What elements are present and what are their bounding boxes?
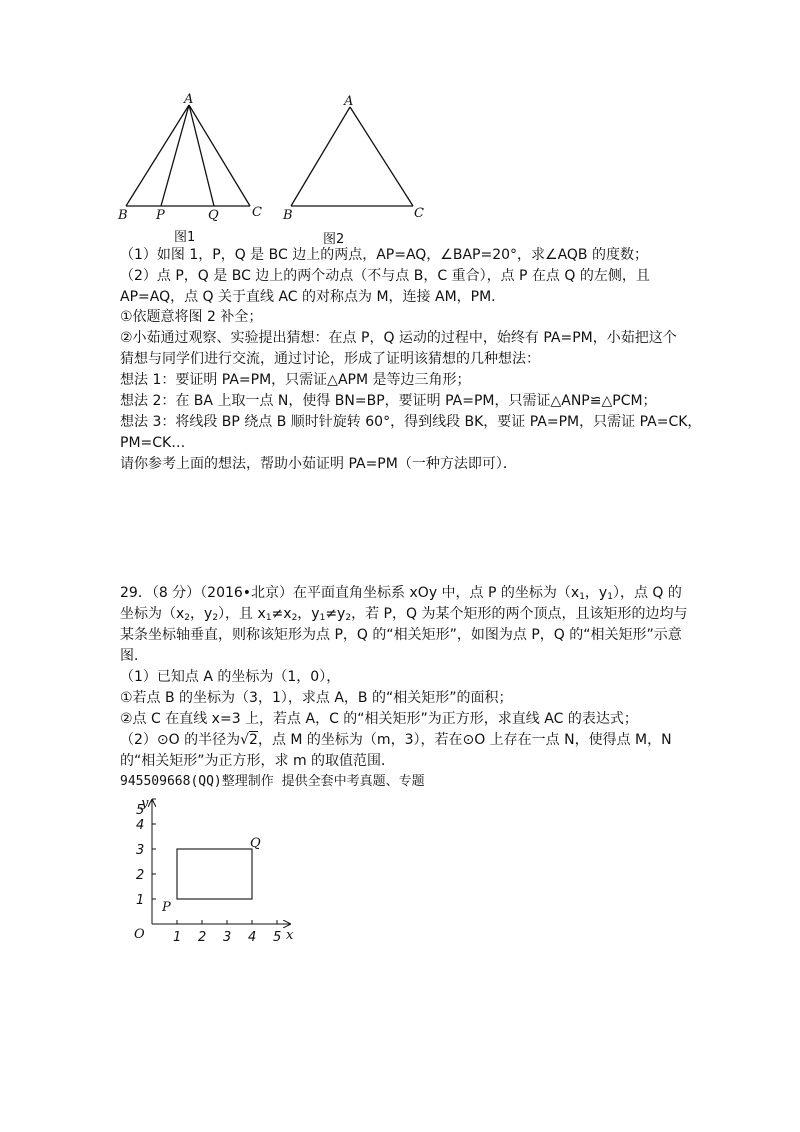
q29-sub2: ②点 C 在直线 x=3 上，若点 A，C 的“相关矩形”为正方形，求直线 AC 的表达式； xyxy=(120,711,638,727)
q29-sub1: ①若点 B 的坐标为（3，1），求点 A，B 的“相关矩形”的面积； xyxy=(120,690,513,706)
vertex-C-label: C xyxy=(252,205,262,220)
q29-part2-cont: 的“相关矩形”为正方形，求 m 的取值范围． xyxy=(120,753,396,769)
x-axis-label: x xyxy=(286,928,294,943)
figure-2 xyxy=(280,92,430,222)
watermark-note: 945509668(QQ)整理制作 提供全套中考真题、专题 xyxy=(120,774,425,789)
origin-label: O xyxy=(134,927,145,942)
y-axis-label: y xyxy=(141,796,149,811)
x-tick-3: 3 xyxy=(223,930,232,945)
vertex-A-label: A xyxy=(344,94,354,109)
y-tick-3: 3 xyxy=(136,843,145,858)
q28-sub2-cont: 猜想与同学们进行交流，通过讨论，形成了证明该猜想的几种想法： xyxy=(120,351,540,367)
x-tick-4: 4 xyxy=(248,930,257,945)
q28-part1: （1）如图 1，P，Q 是 BC 边上的两点，AP=AQ，∠BAP=20°，求∠AQB 的度数； xyxy=(120,247,648,263)
point-P-label: P xyxy=(156,208,165,222)
q28-idea1: 想法 1：要证明 PA=PM，只需证△APM 是等边三角形； xyxy=(120,372,471,388)
q29-line1: 29．（8 分）（2016•北京）在平面直角坐标系 xOy 中，点 P 的坐标为（$x_1$，$y_1$），点 Q 的 xyxy=(120,585,682,602)
figure-1-caption: 图1 xyxy=(174,230,196,245)
point-Q-label: Q xyxy=(208,208,219,222)
q28-sub1: ①依题意将图 2 补全； xyxy=(120,309,263,325)
y-tick-5: 5 xyxy=(136,803,145,818)
q28-idea3-cont: PM=CK… xyxy=(120,435,186,451)
y-tick-4: 4 xyxy=(136,818,145,833)
y-tick-1: 1 xyxy=(136,893,145,908)
point-Q-label: Q xyxy=(250,836,261,851)
figure-1 xyxy=(115,92,275,222)
q29-part2: （2）⊙O 的半径为√2，点 M 的坐标为（m，3），若在⊙O 上存在一点 N，使得点 M，N xyxy=(120,732,672,748)
q29-part1: （1）已知点 A 的坐标为（1，0）， xyxy=(120,669,341,685)
q29-line2: 坐标为（$x_2$，$y_2$），且 $x_1\ne x_2$，$y_1\ne y_2$，若 P，Q 为某个矩形的两个顶点，且该矩形的边均与 xyxy=(120,606,688,623)
q28-instruction: 请你参考上面的想法，帮助小茹证明 PA=PM（一种方法即可）． xyxy=(120,456,517,472)
vertex-C-label: C xyxy=(414,206,424,221)
vertex-B-label: B xyxy=(118,208,128,222)
q29-line4: 图． xyxy=(120,648,148,664)
q28-part2-cont: AP=AQ，点 Q 关于直线 AC 的对称点为 M，连接 AM，PM． xyxy=(120,289,506,305)
q28-idea3: 想法 3：将线段 BP 绕点 B 顺时针旋转 60°，得到线段 BK，要证 PA=PM，只需证 PA=CK， xyxy=(120,414,702,430)
q29-line3: 某条坐标轴垂直，则称该矩形为点 P，Q 的“相关矩形”，如图为点 P，Q 的“相关矩形”示意 xyxy=(120,627,682,643)
vertex-A-label: A xyxy=(184,92,194,107)
figure-2-caption: 图2 xyxy=(323,232,345,247)
x-tick-5: 5 xyxy=(273,930,282,945)
coordinate-graph xyxy=(120,795,310,950)
x-tick-2: 2 xyxy=(198,930,207,945)
q28-idea2: 想法 2：在 BA 上取一点 N，使得 BN=BP，要证明 PA=PM，只需证△ANP≌△PCM； xyxy=(120,393,657,409)
x-tick-1: 1 xyxy=(173,930,182,945)
q28-part2: （2）点 P，Q 是 BC 边上的两个动点（不与点 B，C 重合），点 P 在点 Q 的左侧，且 xyxy=(120,268,650,284)
vertex-B-label: B xyxy=(283,208,293,222)
related-rectangle xyxy=(177,849,252,899)
q28-sub2: ②小茹通过观察、实验提出猜想：在点 P，Q 运动的过程中，始终有 PA=PM，小茹把这个 xyxy=(120,330,677,346)
y-tick-2: 2 xyxy=(136,868,145,883)
point-P-label: P xyxy=(162,900,171,915)
